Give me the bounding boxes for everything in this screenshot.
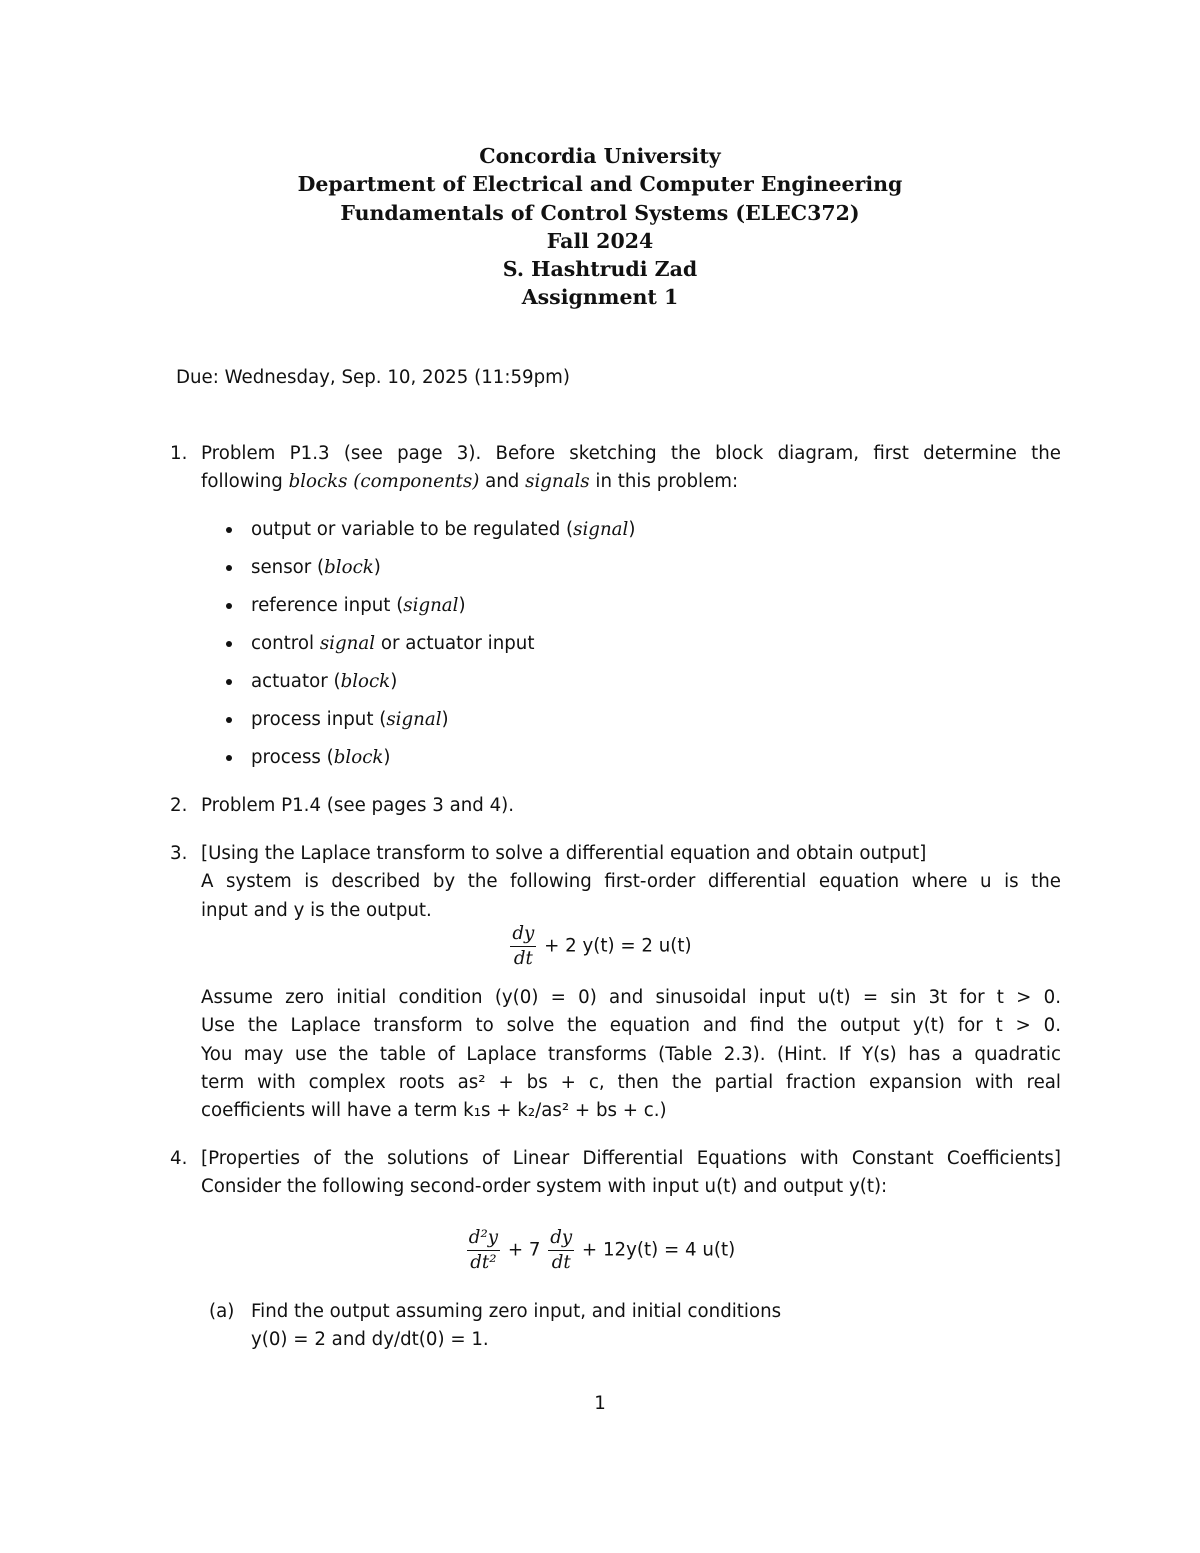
bullet-text: process input ( bbox=[251, 709, 387, 730]
fraction-denominator: dt bbox=[551, 1252, 571, 1273]
problem-1-line-1: Problem P1.3 (see page 3). Before sketching the block diagram, first determine the bbox=[201, 443, 1061, 464]
problem-4-number: 4. bbox=[170, 1148, 188, 1169]
problem-4-text bbox=[201, 1145, 1061, 1202]
term: Fall 2024 bbox=[546, 228, 654, 253]
bullet-text: sensor ( bbox=[251, 557, 325, 578]
problem-1-line-2 bbox=[201, 471, 738, 492]
problem-4-title: [Properties of the solutions of Linear Differential Equations with Constant Coefficients] bbox=[201, 1148, 1061, 1169]
bullet-italic: block bbox=[333, 747, 384, 768]
problem-2-text: Problem P1.4 (see pages 3 and 4). bbox=[201, 795, 515, 816]
subpart-a-text bbox=[251, 1298, 781, 1355]
equation-mid: + 7 bbox=[507, 1239, 541, 1261]
bullet-italic: signal bbox=[573, 519, 629, 540]
bullet-close: ) bbox=[628, 519, 636, 540]
document-header bbox=[0, 142, 1200, 312]
course-title: Fundamentals of Control Systems (ELEC372) bbox=[340, 200, 860, 225]
bullet-dot-icon bbox=[226, 755, 232, 761]
problem-3-text bbox=[201, 840, 1061, 925]
equation-rest: + 12y(t) = 4 u(t) bbox=[581, 1239, 736, 1261]
bullet-close: ) bbox=[458, 595, 466, 616]
bullet-dot-icon bbox=[226, 679, 232, 685]
problem-3-line-2: A system is described by the following first-order differential equation where u is the bbox=[201, 871, 1061, 893]
fraction-numerator: dy bbox=[510, 922, 536, 947]
problem-1-line-2-pre: following bbox=[201, 471, 283, 493]
bullet-dot-icon bbox=[226, 565, 232, 571]
bullet-text: reference input ( bbox=[251, 595, 404, 616]
fraction-dy-dt bbox=[510, 922, 536, 971]
bullet-dot-icon bbox=[226, 527, 232, 533]
problem-3-continued bbox=[201, 984, 1061, 1125]
problem-3-line-4: Assume zero initial condition (y(0) = 0) and sinusoidal input u(t) = sin 3t for t > 0. bbox=[201, 987, 1061, 1008]
bullet-text: output or variable to be regulated ( bbox=[251, 519, 574, 540]
bullet-dot-icon bbox=[226, 603, 232, 609]
problem-3-line-6: You may use the table of Laplace transforms (Table 2.3). (Hint. If Y(s) has a quadratic bbox=[201, 1043, 1061, 1065]
bullet-italic: signal bbox=[319, 633, 376, 654]
problem-3-line-7: term with complex roots as² + bs + c, then the partial fraction expansion with real bbox=[201, 1071, 1061, 1093]
department-name: Department of Electrical and Computer Engineering bbox=[297, 172, 903, 197]
fraction-numerator: dy bbox=[548, 1226, 574, 1251]
subpart-a-line-1: Find the output assuming zero input, and initial conditions bbox=[251, 1301, 782, 1322]
bullet-dot-icon bbox=[226, 717, 232, 723]
bullet-close: ) bbox=[390, 671, 398, 692]
problem-1-line-2-post: in this problem: bbox=[595, 471, 739, 493]
problem-3-line-3: input and y is the output. bbox=[201, 899, 432, 921]
problem-3-line-5: Use the Laplace transform to solve the equation and find the output y(t) for t > 0. bbox=[201, 1015, 1061, 1037]
university-name: Concordia University bbox=[479, 144, 721, 168]
problem-1-blocks-term: blocks (components) bbox=[288, 471, 480, 493]
bullet-text: control bbox=[251, 633, 315, 654]
bullet-italic: block bbox=[340, 671, 391, 692]
fraction-denominator: dt² bbox=[470, 1252, 497, 1273]
problem-3-number: 3. bbox=[170, 843, 188, 864]
fraction-denominator: dt bbox=[513, 948, 533, 969]
problem-1-number: 1. bbox=[170, 443, 188, 464]
subpart-a-label: (a) bbox=[209, 1301, 235, 1322]
bullet-italic: signal bbox=[403, 595, 459, 616]
assignment-title: Assignment 1 bbox=[521, 285, 679, 310]
equation-second-order bbox=[0, 1226, 1200, 1275]
problem-1-signals-term: signals bbox=[525, 471, 590, 493]
fraction-d2y-dt2 bbox=[467, 1226, 500, 1275]
bullet-close: ) bbox=[373, 557, 381, 578]
due-date: Due: Wednesday, Sep. 10, 2025 (11:59pm) bbox=[176, 367, 570, 388]
fraction-numerator: d²y bbox=[467, 1226, 500, 1251]
instructor-name: S. Hashtrudi Zad bbox=[502, 257, 698, 282]
subpart-a-line-2: y(0) = 2 and dy/dt(0) = 1. bbox=[251, 1329, 489, 1351]
bullet-italic: signal bbox=[386, 709, 442, 730]
problem-4-line-2: Consider the following second-order system with input u(t) and output y(t): bbox=[201, 1176, 888, 1198]
problem-1-text bbox=[201, 440, 1061, 497]
bullet-text: process ( bbox=[251, 747, 334, 768]
bullet-close: or actuator input bbox=[380, 633, 535, 654]
bullet-italic: block bbox=[324, 557, 374, 578]
fraction-dy-dt bbox=[548, 1226, 574, 1275]
problem-3-title: [Using the Laplace transform to solve a differential equation and obtain output] bbox=[201, 843, 927, 864]
problem-1-line-2-mid: and bbox=[485, 471, 520, 493]
bullet-text: actuator ( bbox=[251, 671, 341, 692]
problem-3-line-8: coefficients will have a term k₁s + k₂/as² + bs + c.) bbox=[201, 1100, 667, 1122]
page-number: 1 bbox=[594, 1393, 606, 1414]
bullet-close: ) bbox=[441, 709, 449, 730]
problem-2-number: 2. bbox=[170, 795, 188, 816]
equation-first-order bbox=[0, 922, 1200, 971]
bullet-close: ) bbox=[383, 747, 391, 768]
equation-rest: + 2 y(t) = 2 u(t) bbox=[544, 935, 692, 957]
bullet-dot-icon bbox=[226, 641, 232, 647]
